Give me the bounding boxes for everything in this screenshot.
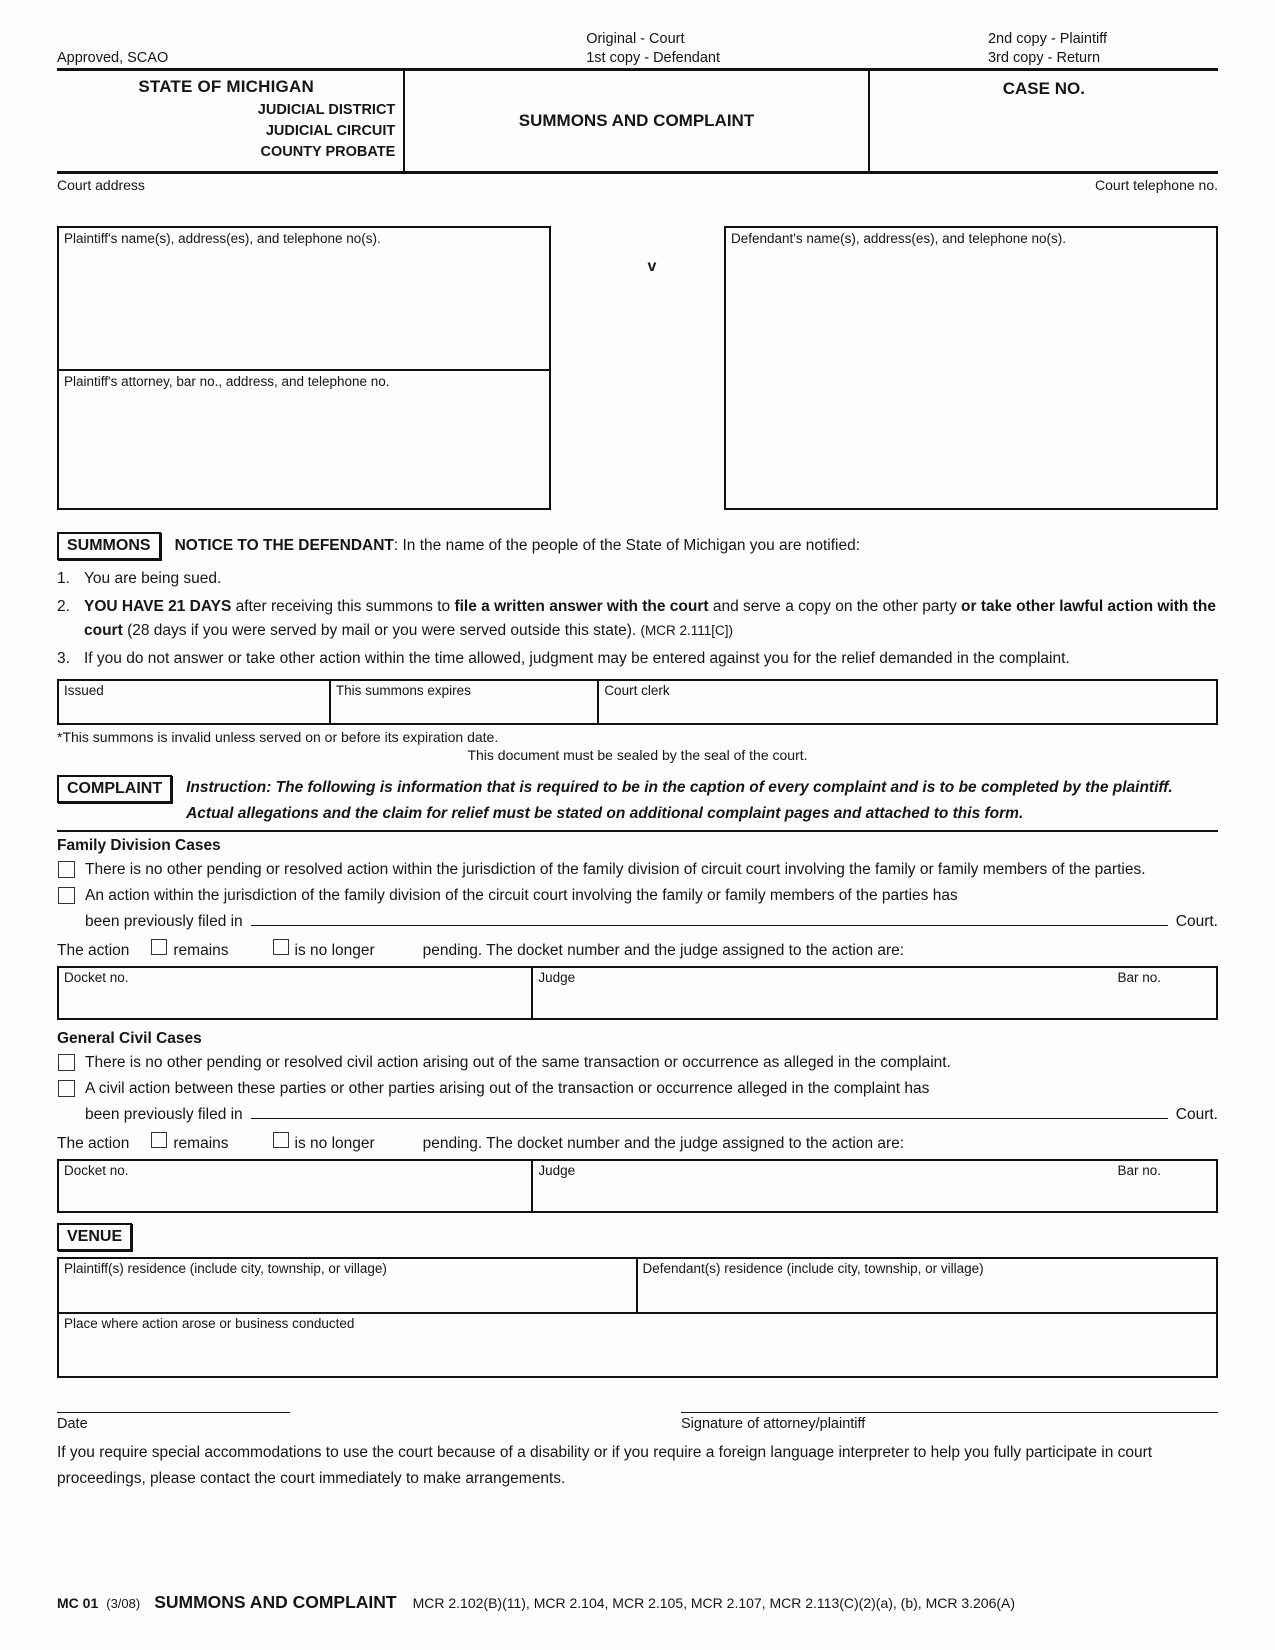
- case-no-cell[interactable]: [870, 71, 1218, 171]
- issued-label: Issued: [64, 683, 104, 698]
- family-prior-action-checkbox[interactable]: [58, 887, 75, 904]
- venue-table: [57, 1257, 1218, 1378]
- civil-prior-action-text: [85, 1077, 1218, 1127]
- civil-prior-action-row: [57, 1077, 1218, 1127]
- place-of-action-label: Place where action arose or business conducted: [64, 1316, 355, 1331]
- civil-action-label: The action: [57, 1135, 130, 1152]
- copy-original-label: Original - Court: [586, 31, 685, 47]
- family-docket-no-field[interactable]: [59, 968, 533, 1018]
- county-probate-label: COUNTY PROBATE: [260, 144, 396, 160]
- notice-text: : In the name of the people of the State of Michigan you are notified:: [393, 537, 861, 554]
- civil-no-longer-checkbox[interactable]: [273, 1132, 289, 1148]
- civil-filed-in-row: [85, 1101, 1218, 1127]
- notice-to-defendant: [175, 537, 860, 555]
- family-division-heading: Family Division Cases: [57, 837, 221, 854]
- civil-filed-in-label: been previously filed in: [85, 1106, 243, 1123]
- state-of-michigan-label: STATE OF MICHIGAN: [138, 77, 314, 96]
- complaint-heading: [57, 775, 1218, 832]
- family-no-longer-checkbox[interactable]: [273, 939, 289, 955]
- complaint-section-label: COMPLAINT: [57, 775, 172, 803]
- court-clerk-field[interactable]: [599, 681, 1216, 723]
- family-filed-in-row: [85, 908, 1218, 934]
- defendant-box[interactable]: [724, 226, 1218, 510]
- summons-item-2: [57, 595, 1218, 643]
- date-field[interactable]: [57, 1412, 290, 1432]
- civil-judge-field[interactable]: [533, 1161, 1216, 1211]
- civil-prior-action-line1: A civil action between these parties or other parties arising out of the transaction or occurrence alleged in the complaint has: [85, 1080, 930, 1097]
- docket-no-label: Docket no.: [64, 970, 129, 985]
- plaintiff-name-field[interactable]: [59, 228, 549, 371]
- venue-residence-row: [59, 1259, 1216, 1314]
- item-2-text-a: after receiving this summons to: [235, 598, 451, 615]
- plaintiff-residence-field[interactable]: [59, 1259, 638, 1312]
- civil-remains-label: remains: [173, 1135, 229, 1152]
- item-2-text: [84, 595, 1218, 643]
- venue-section: [57, 1223, 1218, 1378]
- form-footer: [57, 1592, 1218, 1613]
- bar-no-label: Bar no.: [1117, 1163, 1161, 1178]
- court-clerk-label: Court clerk: [604, 683, 670, 698]
- date-line: [57, 1412, 290, 1432]
- item-2-bold-answer: file a written answer with the court: [454, 598, 709, 615]
- item-1-text: You are being sued.: [84, 570, 222, 587]
- item-2-text-b: and serve a copy on the other party: [712, 598, 957, 615]
- family-prior-action-row: [57, 884, 1218, 934]
- family-no-other-action-row: [57, 858, 1218, 882]
- family-judge-field[interactable]: [533, 968, 1216, 1018]
- civil-docket-no-field[interactable]: [59, 1161, 533, 1211]
- summons-items: [57, 567, 1218, 671]
- date-label: Date: [57, 1416, 88, 1432]
- family-action-label: The action: [57, 942, 130, 959]
- family-remains-label: remains: [173, 942, 229, 959]
- issued-field[interactable]: [59, 681, 331, 723]
- signature-line: [681, 1412, 1218, 1432]
- family-court-name-blank[interactable]: [251, 908, 1168, 926]
- family-pending-text: pending. The docket number and the judge assigned to the action are:: [422, 942, 905, 959]
- court-address-label: Court address: [57, 177, 145, 193]
- court-telephone-label: Court telephone no.: [1095, 177, 1218, 193]
- expiration-note: *This summons is invalid unless served on or before its expiration date.: [57, 729, 499, 745]
- copies-court-defendant: [586, 30, 720, 68]
- approved-scao-label: Approved, SCAO: [57, 50, 169, 66]
- accommodation-notice: If you require special accommodations to use the court because of a disability or if you require a foreign language interpreter to help you fully participate in court proceedings, please contact the court immediately to make arrangements.: [57, 1444, 1153, 1487]
- expires-label: This summons expires: [335, 683, 471, 698]
- family-no-other-action-checkbox[interactable]: [58, 861, 75, 878]
- judicial-circuit-label: JUDICIAL CIRCUIT: [265, 123, 396, 139]
- civil-no-longer-label: is no longer: [294, 1135, 375, 1152]
- item-2-number: 2.: [57, 598, 70, 615]
- plaintiff-attorney-field[interactable]: [59, 371, 549, 392]
- item-2-bold-21-days: YOU HAVE 21 DAYS: [84, 598, 232, 615]
- notice-title: NOTICE TO THE DEFENDANT: [174, 537, 394, 554]
- defendant-residence-field[interactable]: [638, 1259, 1217, 1312]
- versus-label: v: [647, 258, 657, 275]
- item-2-mcr-citation: (MCR 2.111[C]): [640, 623, 734, 638]
- family-no-other-action-text: There is no other pending or resolved action within the jurisdiction of the family division of circuit court involving the family or family members of the parties.: [85, 861, 1146, 878]
- judge-label: Judge: [538, 970, 576, 985]
- docket-no-label: Docket no.: [64, 1163, 129, 1178]
- general-civil-heading: General Civil Cases: [57, 1030, 202, 1047]
- complaint-instruction: Instruction: The following is information that is required to be in the caption of every complaint and is to be completed by the plaintiff. Actual allegations and the claim for relief must be stated on additional complaint pages and attached to this form.: [186, 779, 1173, 822]
- case-no-label: CASE NO.: [1002, 79, 1085, 98]
- copies-plaintiff-return: [988, 30, 1218, 68]
- item-3-number: 3.: [57, 650, 70, 667]
- court-contact-row: [57, 174, 1218, 226]
- footer-mcr-citations: MCR 2.102(B)(11), MCR 2.104, MCR 2.105, MCR 2.107, MCR 2.113(C)(2)(a), (b), MCR 3.206(A): [412, 1595, 1016, 1611]
- caption-header: [57, 68, 1218, 174]
- signature-label: Signature of attorney/plaintiff: [681, 1416, 866, 1432]
- defendant-name-label: Defendant's name(s), address(es), and telephone no(s).: [731, 231, 1067, 246]
- plaintiff-box[interactable]: [57, 226, 551, 510]
- summons-issue-table: [57, 679, 1218, 725]
- plaintiff-name-label: Plaintiff's name(s), address(es), and telephone no(s).: [64, 231, 381, 246]
- signature-row: [57, 1412, 1218, 1432]
- form-number: MC 01: [57, 1595, 99, 1611]
- family-filed-in-label: been previously filed in: [85, 913, 243, 930]
- summons-heading: [57, 532, 1218, 560]
- expires-field[interactable]: [331, 681, 599, 723]
- civil-no-other-action-row: [57, 1051, 1218, 1075]
- judicial-district-label: JUDICIAL DISTRICT: [257, 102, 396, 118]
- family-docket-table: [57, 966, 1218, 1020]
- item-2-text-c: (28 days if you were served by mail or you were served outside this state).: [127, 622, 637, 639]
- civil-prior-action-checkbox[interactable]: [58, 1080, 75, 1097]
- judge-label: Judge: [538, 1163, 576, 1178]
- plaintiff-residence-label: Plaintiff(s) residence (include city, township, or village): [64, 1261, 387, 1276]
- defendant-residence-label: Defendant(s) residence (include city, township, or village): [642, 1261, 984, 1276]
- court-identification-cell: [57, 71, 405, 171]
- signature-field[interactable]: [681, 1412, 1218, 1432]
- family-remains-checkbox[interactable]: [151, 939, 167, 955]
- family-court-suffix: Court.: [1175, 913, 1218, 930]
- item-2-bold-lawful-action: or take other lawful action with the court: [84, 598, 1216, 639]
- seal-note: This document must be sealed by the seal of the court.: [467, 747, 808, 763]
- copy-first-label: 1st copy - Defendant: [586, 50, 721, 66]
- copy-distribution-row: [57, 26, 1218, 68]
- form-revision: (3/08): [106, 1596, 141, 1611]
- civil-no-other-action-text: There is no other pending or resolved civil action arising out of the same transaction or occurrence as alleged in the complaint.: [85, 1054, 951, 1071]
- summons-item-3: [57, 647, 1218, 671]
- civil-pending-text: pending. The docket number and the judge assigned to the action are:: [422, 1135, 905, 1152]
- form-title: SUMMONS AND COMPLAINT: [518, 111, 755, 130]
- summons-section-label: SUMMONS: [57, 532, 161, 560]
- civil-court-suffix: Court.: [1175, 1106, 1218, 1123]
- civil-action-status-row: [57, 1129, 1218, 1157]
- civil-docket-table: [57, 1159, 1218, 1213]
- family-prior-action-line1: An action within the jurisdiction of the family division of the circuit court involving the family or family members of the parties has: [85, 887, 958, 904]
- footer-form-title: SUMMONS AND COMPLAINT: [154, 1592, 397, 1612]
- plaintiff-attorney-label: Plaintiff's attorney, bar no., address, and telephone no.: [64, 374, 390, 389]
- copy-third-label: 3rd copy - Return: [987, 50, 1101, 66]
- civil-no-other-action-checkbox[interactable]: [58, 1054, 75, 1071]
- family-prior-action-text: [85, 884, 1218, 934]
- civil-court-name-blank[interactable]: [251, 1101, 1168, 1119]
- family-action-status-row: [57, 936, 1218, 964]
- copy-second-label: 2nd copy - Plaintiff: [987, 31, 1108, 47]
- form-title-cell: [405, 71, 869, 171]
- venue-section-label: VENUE: [57, 1223, 132, 1251]
- place-of-action-field[interactable]: [59, 1314, 1216, 1376]
- item-3-text: If you do not answer or take other action within the time allowed, judgment may be entered against you for the relief demanded in the complaint.: [84, 650, 1070, 667]
- summons-item-1: [57, 567, 1218, 591]
- bar-no-label: Bar no.: [1117, 970, 1161, 985]
- item-1-number: 1.: [57, 570, 70, 587]
- parties-section: [57, 226, 1218, 510]
- civil-remains-checkbox[interactable]: [151, 1132, 167, 1148]
- family-no-longer-label: is no longer: [294, 942, 375, 959]
